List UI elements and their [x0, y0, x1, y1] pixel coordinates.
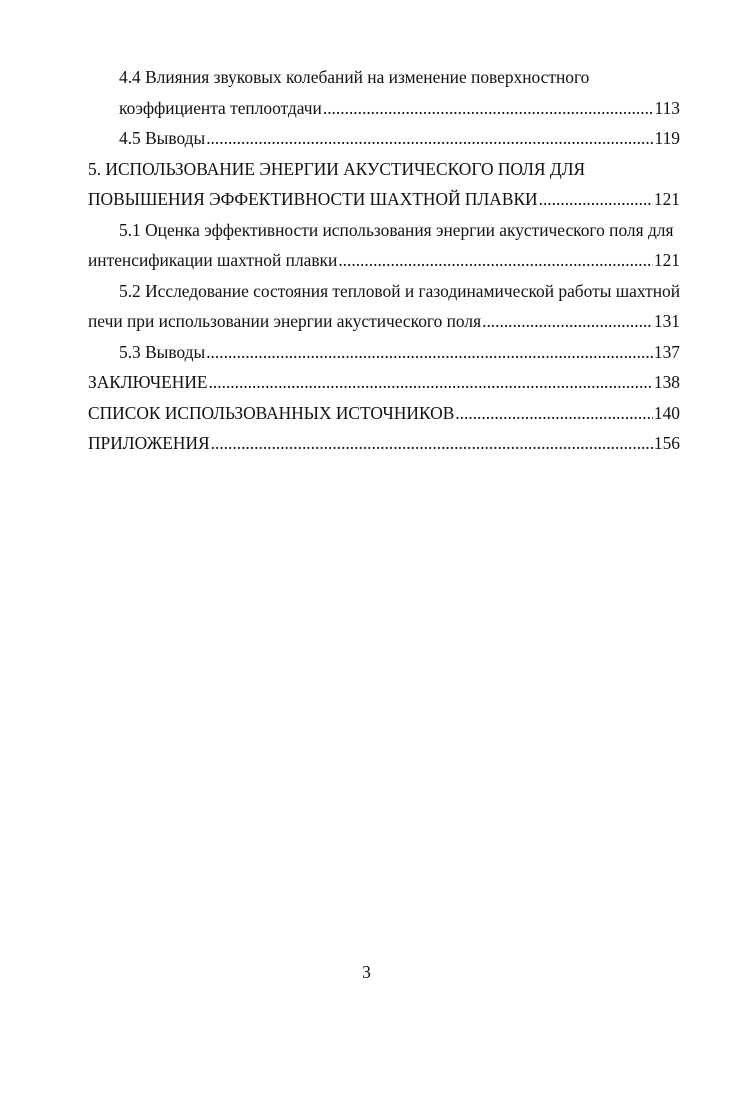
toc-entry-4-5 [88, 123, 680, 154]
toc-entry-text: печи при использовании энергии акустического поля [88, 311, 482, 331]
toc-entry-text: коэффициента теплоотдачи [119, 97, 322, 118]
toc-page-number: 121 [653, 189, 680, 209]
toc-page-number: 131 [653, 311, 680, 331]
toc-entry-text: 5.3 Выводы [119, 341, 206, 362]
toc-entry-text: ПРИЛОЖЕНИЯ [88, 433, 210, 453]
toc-entry-5-continuation [88, 184, 680, 215]
toc-entry-5-2-continuation [88, 306, 680, 337]
toc-page-number: 121 [653, 250, 680, 270]
toc-page-number: 113 [654, 97, 680, 118]
table-of-contents [88, 62, 680, 459]
toc-page-number: 156 [653, 433, 680, 453]
toc-entry-5 [88, 154, 680, 185]
toc-page-number: 140 [653, 402, 680, 423]
dot-leader [539, 184, 653, 215]
dot-leader [482, 306, 653, 337]
toc-entry-text: 5.1 Оценка эффективности использования энергии акустического поля для [119, 219, 674, 240]
toc-page-number: 137 [653, 341, 680, 362]
toc-entry-5-1-continuation [88, 245, 680, 276]
dot-leader [206, 337, 653, 368]
dot-leader [338, 245, 653, 276]
dot-leader [211, 428, 653, 459]
dot-leader [206, 123, 653, 154]
toc-entry-appendices [88, 428, 680, 459]
toc-entry-5-3 [88, 337, 680, 368]
dot-leader [323, 93, 654, 124]
toc-entry-5-1 [88, 215, 680, 246]
toc-entry-text: интенсификации шахтной плавки [88, 250, 338, 270]
toc-entry-text: СПИСОК ИСПОЛЬЗОВАННЫХ ИСТОЧНИКОВ [88, 402, 455, 423]
toc-entry-text: 4.5 Выводы [119, 128, 206, 148]
toc-entry-5-2 [88, 276, 680, 307]
toc-entry-4-4 [88, 62, 680, 93]
toc-entry-text: 4.4 Влияния звуковых колебаний на изменение поверхностного [119, 67, 590, 87]
toc-entry-references [88, 398, 680, 429]
toc-page-number: 119 [654, 128, 680, 148]
page-number: 3 [362, 962, 371, 982]
toc-entry-text: 5. ИСПОЛЬЗОВАНИЕ ЭНЕРГИИ АКУСТИЧЕСКОГО ПОЛЯ ДЛЯ [88, 158, 586, 179]
toc-entry-text: ПОВЫШЕНИЯ ЭФФЕКТИВНОСТИ ШАХТНОЙ ПЛАВКИ [88, 189, 538, 209]
toc-entry-text: ЗАКЛЮЧЕНИЕ [88, 372, 208, 392]
dot-leader [455, 398, 653, 429]
toc-entry-4-4-continuation [88, 93, 680, 124]
toc-entry-conclusion [88, 367, 680, 398]
toc-page-number: 138 [653, 372, 680, 392]
dot-leader [209, 367, 653, 398]
toc-entry-text: 5.2 Исследование состояния тепловой и газодинамической работы шахтной [119, 280, 681, 301]
